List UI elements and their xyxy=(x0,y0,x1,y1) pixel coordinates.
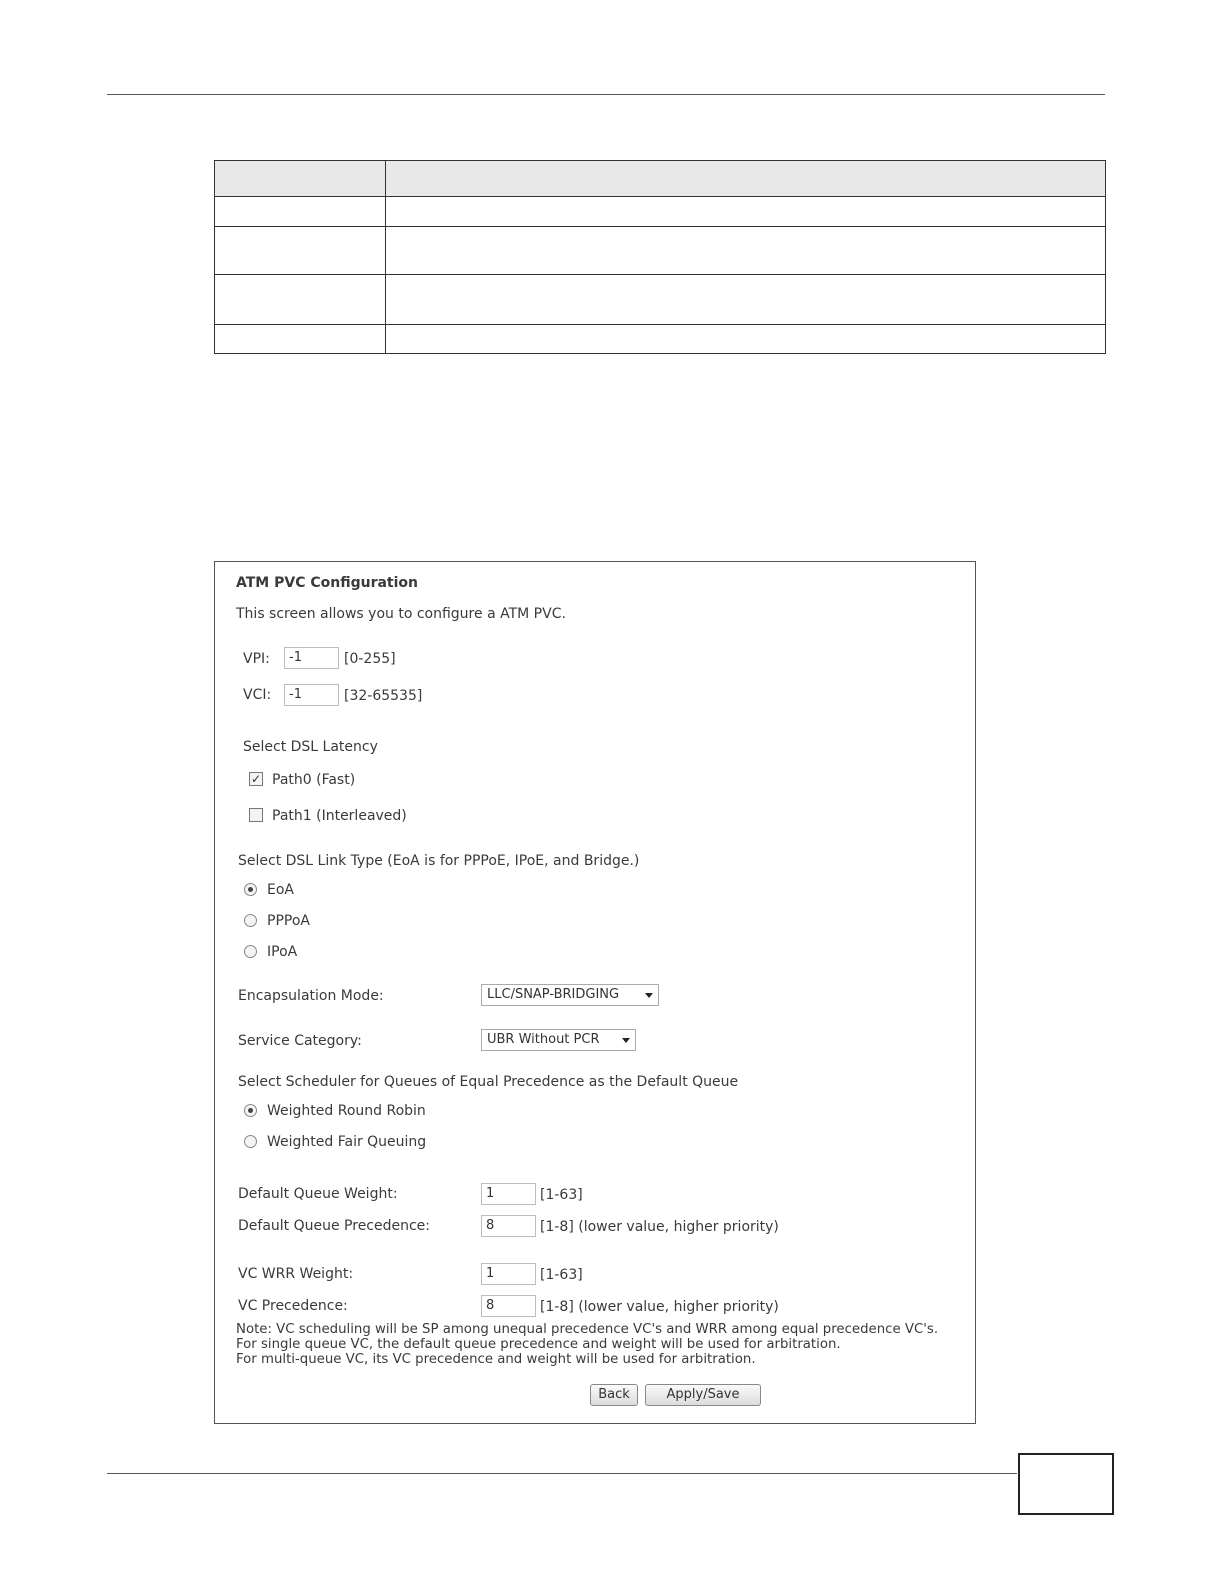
table-row xyxy=(215,227,1106,275)
wrr-label: Weighted Round Robin xyxy=(267,1103,426,1119)
default-queue-weight-input[interactable]: 1 xyxy=(481,1183,536,1205)
atm-pvc-config-panel xyxy=(214,561,976,1424)
service-category-value: UBR Without PCR xyxy=(487,1032,600,1047)
wfq-label: Weighted Fair Queuing xyxy=(267,1134,427,1150)
vc-wrr-weight-label: VC WRR Weight: xyxy=(238,1266,354,1282)
scheduler-heading: Select Scheduler for Queues of Equal Precedence as the Default Queue xyxy=(238,1074,739,1090)
table-row xyxy=(215,197,1106,227)
note-line-3: For multi-queue VC, its VC precedence and weight will be used for arbitration. xyxy=(236,1352,756,1367)
path1-checkbox[interactable] xyxy=(249,808,263,822)
table-row xyxy=(215,325,1106,354)
default-queue-precedence-range: [1-8] (lower value, higher priority) xyxy=(540,1219,779,1235)
default-queue-weight-range: [1-63] xyxy=(540,1187,583,1203)
latency-heading: Select DSL Latency xyxy=(243,739,378,755)
vci-label: VCI: xyxy=(243,687,272,703)
default-queue-precedence-label: Default Queue Precedence: xyxy=(238,1218,431,1234)
ipoa-label: IPoA xyxy=(267,944,298,960)
note-line-2: For single queue VC, the default queue precedence and weight will be used for arbitration. xyxy=(236,1337,841,1352)
path1-label: Path1 (Interleaved) xyxy=(272,808,407,824)
vc-precedence-range: [1-8] (lower value, higher priority) xyxy=(540,1299,779,1315)
panel-description: This screen allows you to configure a ATM PVC. xyxy=(236,606,566,622)
default-queue-weight-label: Default Queue Weight: xyxy=(238,1186,398,1202)
reference-table xyxy=(214,160,1106,354)
page-number-box xyxy=(1018,1453,1114,1515)
table-header-row xyxy=(215,161,1106,197)
table-row xyxy=(215,275,1106,325)
path0-checkbox[interactable] xyxy=(249,772,263,786)
vpi-range: [0-255] xyxy=(344,651,396,667)
encapsulation-value: LLC/SNAP-BRIDGING xyxy=(487,987,620,1002)
footer-rule xyxy=(107,1473,1017,1474)
note-line-1: Note: VC scheduling will be SP among unequal precedence VC's and WRR among equal precedence VC's. xyxy=(236,1322,939,1337)
default-queue-precedence-input[interactable]: 8 xyxy=(481,1215,536,1237)
ipoa-radio[interactable] xyxy=(244,945,257,958)
service-category-label: Service Category: xyxy=(238,1033,362,1049)
back-button[interactable]: Back xyxy=(590,1384,638,1406)
vpi-label: VPI: xyxy=(243,651,270,667)
vc-wrr-weight-input[interactable]: 1 xyxy=(481,1263,536,1285)
path0-label: Path0 (Fast) xyxy=(272,772,356,788)
wfq-radio[interactable] xyxy=(244,1135,257,1148)
encapsulation-label: Encapsulation Mode: xyxy=(238,988,384,1004)
chevron-down-icon xyxy=(645,993,653,998)
eoa-radio[interactable] xyxy=(244,883,257,896)
vc-precedence-input[interactable]: 8 xyxy=(481,1295,536,1317)
check-icon: ✓ xyxy=(250,772,262,786)
link-type-heading: Select DSL Link Type (EoA is for PPPoE, IPoE, and Bridge.) xyxy=(238,853,640,869)
pppoa-label: PPPoA xyxy=(267,913,310,929)
apply-save-button[interactable]: Apply/Save xyxy=(645,1384,761,1406)
vc-precedence-label: VC Precedence: xyxy=(238,1298,348,1314)
vpi-input[interactable]: -1 xyxy=(284,647,339,669)
vc-wrr-weight-range: [1-63] xyxy=(540,1267,583,1283)
chevron-down-icon xyxy=(622,1038,630,1043)
pppoa-radio[interactable] xyxy=(244,914,257,927)
header-rule xyxy=(107,94,1105,95)
service-category-select[interactable] xyxy=(481,1029,636,1051)
vci-range: [32-65535] xyxy=(344,688,423,704)
vci-input[interactable]: -1 xyxy=(284,684,339,706)
encapsulation-select[interactable] xyxy=(481,984,659,1006)
panel-title: ATM PVC Configuration xyxy=(236,575,418,591)
eoa-label: EoA xyxy=(267,882,294,898)
wrr-radio[interactable] xyxy=(244,1104,257,1117)
